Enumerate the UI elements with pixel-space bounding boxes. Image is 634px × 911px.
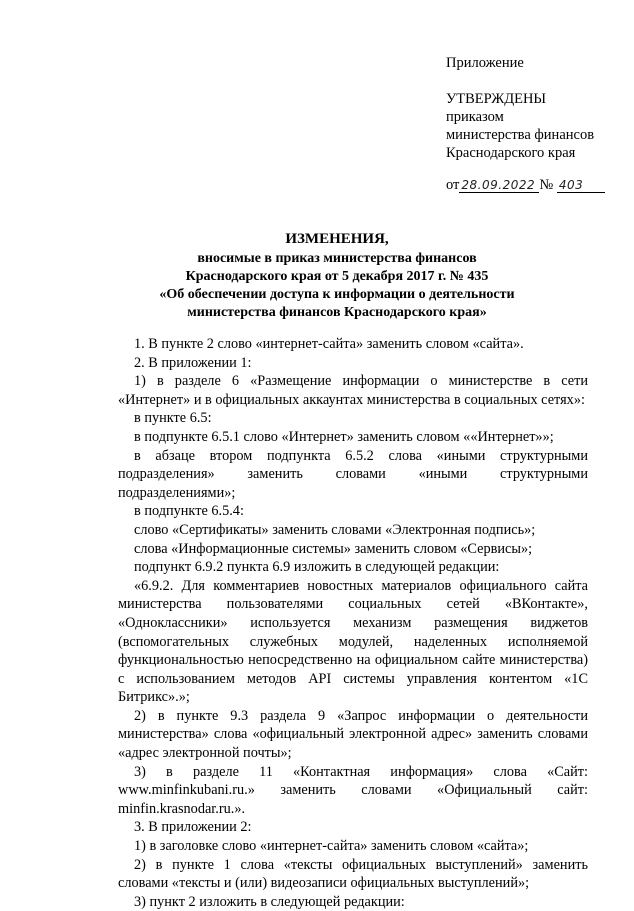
appendix-label: Приложение: [446, 55, 524, 71]
document-title: ИЗМЕНЕНИЯ,: [285, 231, 389, 247]
approved-line-1: приказом: [446, 109, 504, 125]
order-number-handwritten: 403: [557, 178, 605, 193]
order-reference: [446, 177, 605, 194]
order-date-handwritten: 28.09.2022: [459, 178, 539, 193]
paragraph: 3. В приложении 2:: [134, 819, 252, 836]
order-prefix: от: [446, 177, 460, 193]
paragraph: в пункте 6.5:: [134, 410, 212, 427]
paragraph: 1. В пункте 2 слово «интернет-сайта» заменить словом «сайта».: [134, 336, 524, 352]
title-line-1: вносимые в приказ министерства финансов: [197, 251, 477, 266]
approved-label: УТВЕРЖДЕНЫ: [446, 91, 547, 107]
approved-line-2: министерства финансов: [446, 127, 595, 143]
title-line-3: «Об обеспечении доступа к информации о деятельности: [159, 287, 515, 302]
paragraph: в абзаце втором подпункта 6.5.2 слова «иными структурными подразделения» заменить словами «иными структурными подразделениями»;: [118, 447, 588, 501]
paragraph: слово «Сертификаты» заменить словами «Электронная подпись»;: [134, 521, 536, 538]
approved-line-3: Краснодарского края: [446, 145, 576, 161]
paragraph: слова «Информационные системы» заменить словом «Сервисы»;: [134, 540, 533, 557]
paragraph: «6.9.2. Для комментариев новостных материалов официального сайта министерства пользователями социальных сетей «ВКонтакте», «Одноклассники» используется механизм размещения виджетов (вспомогательных служебных модулей, наделенных исполняемой функциональностью непосредственно на официальном сайте министерства) с использованием методов API системы управления контентом «1С Битрикс».»;: [118, 577, 588, 706]
title-line-2: Краснодарского края от 5 декабря 2017 г. № 435: [185, 269, 489, 284]
paragraph: подпункт 6.9.2 пункта 6.9 изложить в следующей редакции:: [134, 559, 500, 576]
paragraph: 2) в пункте 9.3 раздела 9 «Запрос информации о деятельности министерства» слова «официальный электронной адрес» заменить словами «адрес электронной почты»;: [118, 707, 588, 762]
paragraph: 3) пункт 2 изложить в следующей редакции:: [134, 893, 405, 910]
paragraph: 2) в пункте 1 слова «тексты официальных выступлений» заменить словами «тексты и (или) видеозаписи официальных выступлений»;: [118, 856, 588, 892]
paragraph: 2. В приложении 1:: [134, 354, 252, 371]
paragraph: 1) в разделе 6 «Размещение информации о министерстве в сети «Интернет» и в официальных аккаунтах министерства в социальных сетях»:: [118, 373, 588, 408]
paragraph: в подпункте 6.5.4:: [134, 503, 244, 520]
paragraph: 1) в заголовке слово «интернет-сайта» заменить словом «сайта»;: [134, 838, 529, 855]
document-body: [118, 335, 588, 911]
paragraph: в подпункте 6.5.1 слово «Интернет» заменить словом ««Интернет»»;: [134, 428, 554, 445]
paragraph: 3) в разделе 11 «Контактная информация» слова «Сайт: www.minfinkubani.ru.» заменить словами «Официальный сайт: minfin.krasnodar.ru.».: [118, 763, 588, 817]
order-number-label: №: [539, 177, 554, 193]
title-line-4: министерства финансов Краснодарского края»: [187, 305, 487, 320]
